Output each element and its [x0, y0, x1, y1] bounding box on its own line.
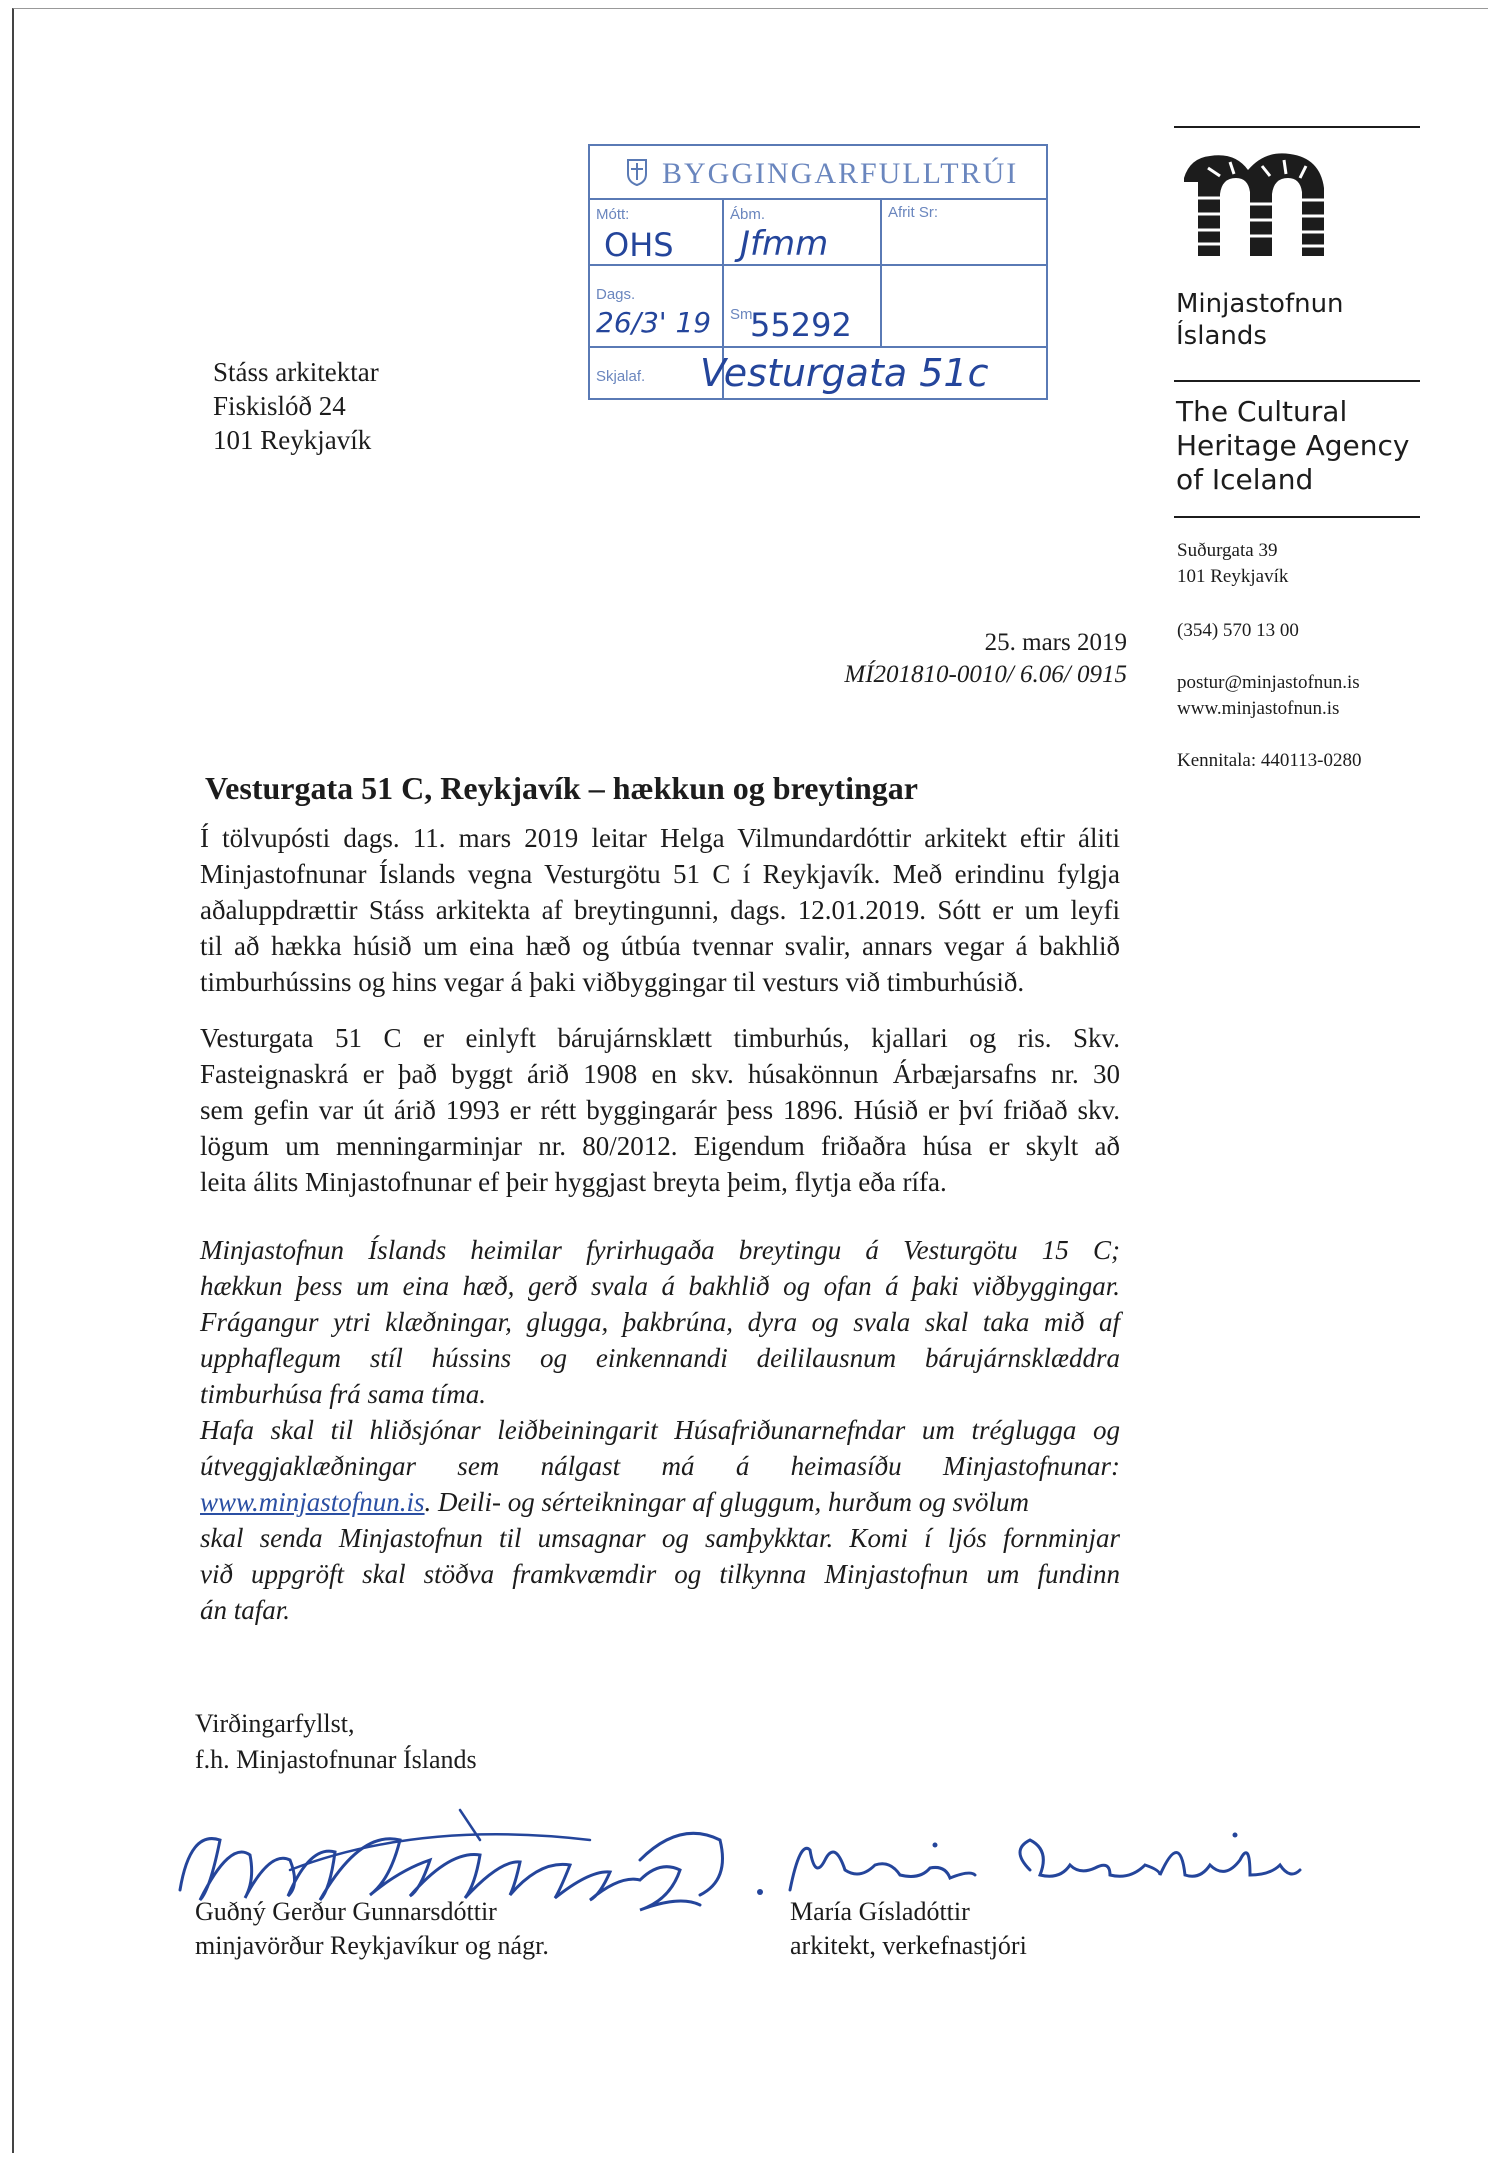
stamp-number: 55292: [750, 306, 852, 344]
agency-name-line: Íslands: [1176, 321, 1267, 351]
paragraph-line: skal senda Minjastofnun til umsagnar og samþykktar. Komi í ljós fornminjar: [200, 1523, 1120, 1553]
closing-salutation: Virðingarfyllst,: [195, 1709, 355, 1738]
stamp-label-copy: Afrit Sr:: [888, 204, 939, 221]
closing: [195, 1706, 477, 1778]
paragraph-line: Minjastofnun Íslands heimilar fyrirhugaða breytingu á Vesturgötu 15 C;: [200, 1235, 1120, 1265]
agency-english-name: [1176, 395, 1409, 497]
stamp-label-received: Mótt:: [596, 206, 630, 223]
agency-name: [1176, 288, 1344, 352]
recipient-address: [213, 355, 379, 457]
paragraph-text: . Deili- og sérteikningar af gluggum, hurðum og svölum: [424, 1487, 1030, 1517]
crest-icon: [626, 158, 648, 186]
agency-email: postur@minjastofnun.is: [1177, 672, 1360, 693]
recipient-name: Stáss arkitektar: [213, 357, 379, 387]
letter-reference: MÍ201810-0010/ 6.06/ 0915: [844, 661, 1127, 688]
letter-subject: Vesturgata 51 C, Reykjavík – hækkun og breytingar: [205, 770, 918, 806]
rule-bottom: [1174, 516, 1420, 518]
paragraph-2: [200, 1020, 1120, 1200]
letter-date: 25. mars 2019: [984, 629, 1127, 656]
recipient-city: 101 Reykjavík: [213, 425, 372, 455]
agency-name-line: Minjastofnun: [1176, 289, 1344, 319]
stamp-initials: Jfmm: [740, 224, 829, 264]
paragraph-line: til að hækka húsið um eina hæð og útbúa tvennar svalir, annars vegar á bakhlið: [200, 931, 1120, 961]
paragraph-line: við uppgröft skal stöðva framkvæmdir og tilkynna Minjastofnun um fundinn: [200, 1559, 1120, 1589]
agency-website: www.minjastofnun.is: [1177, 698, 1340, 719]
stamp-label-date: Dags.: [596, 286, 636, 303]
signatory-name: Guðný Gerður Gunnarsdóttir: [195, 1897, 497, 1926]
signatory-title: minjavörður Reykjavíkur og nágr.: [195, 1931, 549, 1960]
paragraph-3: [200, 1232, 1120, 1412]
signatory-name: María Gísladóttir: [790, 1897, 970, 1926]
paragraph-line: hækkun þess um eina hæð, gerð svala á bakhlið og ofan á þaki viðbyggingar.: [200, 1271, 1120, 1301]
agency-logo-icon: [1180, 148, 1330, 258]
stamp-header-text: BYGGINGARFULLTRÚI: [662, 157, 1019, 190]
agency-address-line: Suðurgata 39: [1177, 540, 1278, 561]
paragraph-4: [200, 1412, 1120, 1628]
paragraph-line: lögum um menningarminjar nr. 80/2012. Eigendum friðaðra húsa er skylt að: [200, 1131, 1120, 1161]
signatory-1: [195, 1895, 549, 1963]
paragraph-line: Vesturgata 51 C er einlyft bárujárnsklætt timburhús, kjallari og ris. Skv.: [200, 1023, 1120, 1053]
paragraph-line: Frágangur ytri klæðningar, glugga, þakbrúna, dyra og svala skal taka mið af: [200, 1307, 1120, 1337]
paragraph-line-with-link: [200, 1484, 1120, 1520]
paragraph-line: timburhússins og hins vegar á þaki viðbyggingar til vesturs við timburhúsið.: [200, 967, 1025, 997]
paragraph-line: timburhúsa frá sama tíma.: [200, 1379, 487, 1409]
paragraph-1: [200, 820, 1120, 1000]
stamp-file: Vesturgata 51c: [700, 351, 989, 395]
paragraph-line: upphaflegum stíl hússins og einkennandi deililausnum bárujárnsklæddra: [200, 1343, 1120, 1373]
agency-address-line: 101 Reykjavík: [1177, 566, 1289, 587]
agency-phone: (354) 570 13 00: [1177, 620, 1299, 641]
closing-on-behalf: f.h. Minjastofnunar Íslands: [195, 1745, 477, 1774]
paragraph-line: Í tölvupósti dags. 11. mars 2019 leitar Helga Vilmundardóttir arkitekt eftir áliti: [200, 823, 1120, 853]
stamp-received-by: OHS: [604, 226, 674, 264]
agency-english-line: of Iceland: [1176, 463, 1314, 496]
received-stamp: [588, 144, 1048, 400]
stamp-header: [590, 146, 1046, 200]
recipient-street: Fiskislóð 24: [213, 391, 346, 421]
paragraph-line: útveggjaklæðningar sem nálgast má á heimasíðu Minjastofnunar:: [200, 1451, 1120, 1481]
stamp-divider: [880, 198, 882, 348]
paragraph-line: án tafar.: [200, 1595, 291, 1625]
signatory-title: arkitekt, verkefnastjóri: [790, 1931, 1027, 1960]
rule-middle: [1174, 380, 1420, 382]
paragraph-line: Fasteignaskrá er það byggt árið 1908 en skv. húsakönnun Árbæjarsafns nr. 30: [200, 1059, 1120, 1089]
stamp-divider: [590, 264, 1046, 266]
signatory-2: [790, 1895, 1027, 1963]
stamp-divider: [590, 346, 1046, 348]
paragraph-line: Minjastofnunar Íslands vegna Vesturgötu 51 C í Reykjavík. Með erindinu fylgja: [200, 859, 1120, 889]
stamp-label-file: Skjalaf.: [596, 368, 646, 385]
agency-kennitala: Kennitala: 440113-0280: [1177, 750, 1362, 771]
stamp-label-responsible: Ábm.: [730, 206, 766, 223]
rule-top: [1174, 126, 1420, 128]
paragraph-line: sem gefin var út árið 1993 er rétt byggingarár þess 1896. Húsið er því friðað skv.: [200, 1095, 1120, 1125]
paragraph-line: leita álits Minjastofnunar ef þeir hyggjast breyta þeim, flytja eða rífa.: [200, 1167, 947, 1197]
agency-english-line: The Cultural: [1176, 395, 1348, 428]
paragraph-line: Hafa skal til hliðsjónar leiðbeiningarit Húsafriðunarnefndar um tréglugga og: [200, 1415, 1120, 1445]
stamp-label-number: Sm: [730, 306, 753, 323]
stamp-date: 26/3' 19: [596, 306, 712, 339]
date-reference: [844, 627, 1127, 691]
paragraph-line: aðaluppdrættir Stáss arkitekta af breytingunni, dags. 12.01.2019. Sótt er um leyfi: [200, 895, 1120, 925]
agency-english-line: Heritage Agency: [1176, 429, 1410, 462]
website-link[interactable]: www.minjastofnun.is: [200, 1487, 425, 1517]
